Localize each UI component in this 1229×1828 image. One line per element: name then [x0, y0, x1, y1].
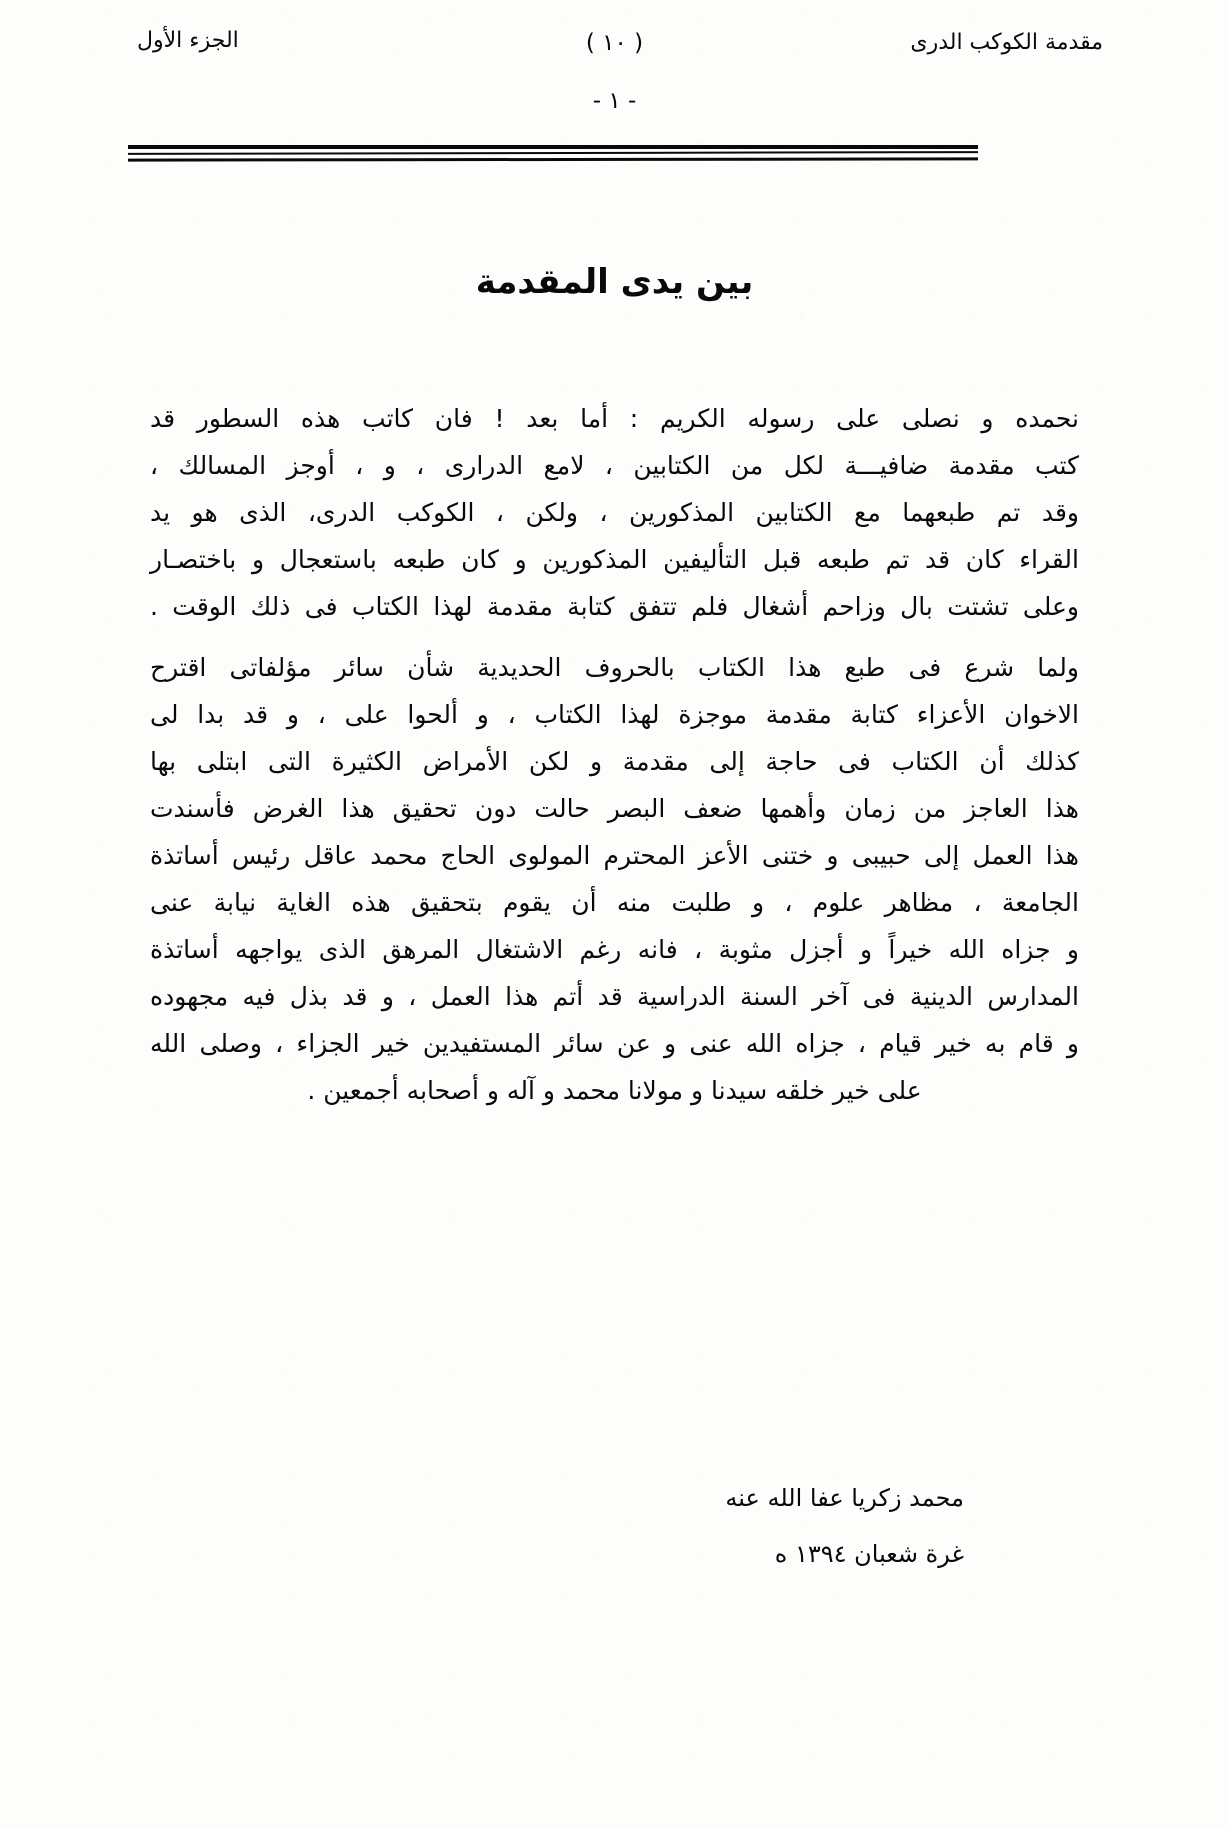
paragraph-line: هذا العمل إلى حبيبى و ختنى الأعز المحترم المولوى الحاج محمد عاقل رئيس أساتذة — [150, 841, 1079, 870]
paragraph-line: كذلك أن الكتاب فى حاجة إلى مقدمة و لكن الأمراض الكثيرة التى ابتلى بها — [150, 747, 1079, 776]
paragraph-line: كتب مقدمة ضافيـــة لكل من الكتابين ، لامع الدرارى ، و ، أوجز المسالك ، — [150, 451, 1079, 480]
running-head — [0, 30, 1229, 70]
paragraph-line: وقد تم طبعهما مع الكتابين المذكورين ، ولكن ، الكوكب الدرى، الذى هو يد — [150, 498, 1079, 527]
paragraph-line: وعلى تشتت بال وزاحم أشغال فلم تتفق كتابة مقدمة لهذا الكتاب فى ذلك الوقت . — [150, 592, 1079, 621]
page-number-marker: - ١ - — [592, 88, 637, 114]
running-head-number: ( ١٠ ) — [585, 30, 644, 56]
signature-date: غرة شعبان ١٣٩٤ ه — [774, 1540, 964, 1568]
paragraph-line: و قام به خير قيام ، جزاه الله عنى و عن سائر المستفيدين خير الجزاء ، وصلى الله — [150, 1029, 1079, 1058]
section-title: بين يدى المقدمة — [475, 262, 754, 302]
paragraph-line: القراء كان قد تم طبعه قبل التأليفين المذكورين و كان طبعه باستعجال و باختصـار — [150, 545, 1079, 574]
divider-line-thick — [128, 145, 978, 149]
paragraph-line: نحمده و نصلى على رسوله الكريم : أما بعد ! فان كاتب هذه السطور قد — [150, 404, 1079, 433]
body-text — [150, 395, 1079, 1128]
divider-line-thin — [128, 151, 978, 155]
paragraph-1 — [150, 395, 1079, 630]
paragraph-line: على خير خلقه سيدنا و مولانا محمد و آله و أصحابه أجمعين . — [307, 1076, 922, 1105]
running-head-book-title: مقدمة الكوكب الدرى — [910, 30, 1103, 55]
paragraph-line: الاخوان الأعزاء كتابة مقدمة موجزة لهذا الكتاب ، و ألحوا على ، و قد بدا لى — [150, 700, 1079, 729]
paragraph-2 — [150, 644, 1079, 1114]
signature-author-name: محمد زكريا عفا الله عنه — [725, 1484, 964, 1512]
paragraph-line: الجامعة ، مظاهر علوم ، و طلبت منه أن يقوم بتحقيق هذه الغاية نيابة عنى — [150, 888, 1079, 917]
signature-block — [725, 1470, 964, 1582]
paragraph-line: و جزاه الله خيراً و أجزل مثوبة ، فانه رغم الاشتغال المرهق الذى يواجهه أساتذة — [150, 935, 1079, 964]
paragraph-line: المدارس الدينية فى آخر السنة الدراسية قد أتم هذا العمل ، و قد بذل فيه مجهوده — [150, 982, 1079, 1011]
paragraph-line: هذا العاجز من زمان وأهمها ضعف البصر حالت دون تحقيق هذا الغرض فأسندت — [150, 794, 1079, 823]
header-divider-rule — [128, 145, 978, 161]
paragraph-line: ولما شرع فى طبع هذا الكتاب بالحروف الحديدية شأن سائر مؤلفاتى اقترح — [150, 653, 1079, 682]
divider-line-medium — [128, 157, 978, 161]
running-head-volume: الجزء الأول — [137, 28, 239, 53]
